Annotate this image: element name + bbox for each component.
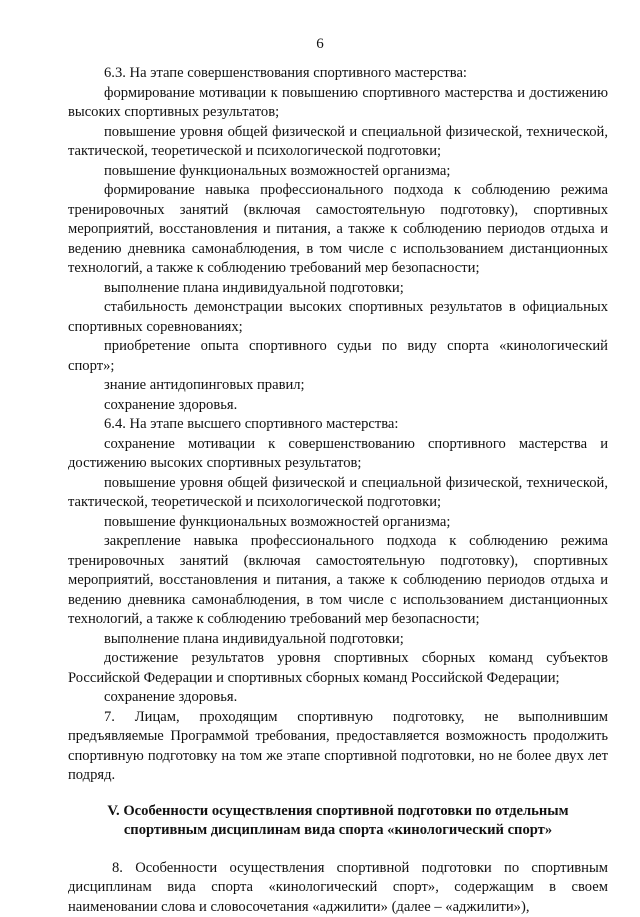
section-v-heading-line2: спортивным дисциплинам вида спорта «кинологический спорт»	[68, 821, 608, 841]
section-6-4-item: сохранение мотивации к совершенствованию спортивного мастерства и достижению высоких спортивных результатов;	[68, 435, 608, 474]
section-6-3-item: повышение функциональных возможностей организма;	[68, 162, 608, 182]
section-6-3-item: формирование навыка профессионального подхода к соблюдению режима тренировочных занятий (включая самостоятельную подготовку), спортивных мероприятий, восстановления и питания, а также к соблюдению периодов отдыха и ведению дневника самонаблюдения, в том числе с использованием дистанционных технологий, а также к соблюдению требований мер безопасности;	[68, 181, 608, 279]
paragraph-8: 8. Особенности осуществления спортивной подготовки по спортивным дисциплинам вида спорта «кинологический спорт», содержащим в своем наименовании слова и словосочетания «аджилити» (далее – «аджилити»),	[68, 859, 608, 917]
section-6-4-title: 6.4. На этапе высшего спортивного мастерства:	[68, 415, 608, 435]
section-v-heading-line1: V. Особенности осуществления спортивной подготовки по отдельным	[68, 802, 608, 822]
section-6-3-item: выполнение плана индивидуальной подготовки;	[68, 279, 608, 299]
section-6-3-item: стабильность демонстрации высоких спортивных результатов в официальных спортивных соревнованиях;	[68, 298, 608, 337]
section-v-heading	[68, 802, 608, 841]
section-6-3-item: знание антидопинговых правил;	[68, 376, 608, 396]
section-6-4-item: сохранение здоровья.	[68, 688, 608, 708]
section-6-4-item: повышение уровня общей физической и специальной физической, технической, тактической, теоретической и психологической подготовки;	[68, 474, 608, 513]
section-6-3-item: формирование мотивации к повышению спортивного мастерства и достижению высоких спортивных результатов;	[68, 84, 608, 123]
section-6-4-item: достижение результатов уровня спортивных сборных команд субъектов Российской Федерации и спортивных сборных команд Российской Федерации;	[68, 649, 608, 688]
document-body	[68, 64, 608, 917]
section-6-4-item: выполнение плана индивидуальной подготовки;	[68, 630, 608, 650]
section-6-3-title: 6.3. На этапе совершенствования спортивного мастерства:	[68, 64, 608, 84]
section-6-4-item: повышение функциональных возможностей организма;	[68, 513, 608, 533]
section-6-3-item: повышение уровня общей физической и специальной физической, технической, тактической, теоретической и психологической подготовки;	[68, 123, 608, 162]
page-number: 6	[0, 36, 640, 53]
section-6-3-item: сохранение здоровья.	[68, 396, 608, 416]
section-6-3-item: приобретение опыта спортивного судьи по виду спорта «кинологический спорт»;	[68, 337, 608, 376]
section-6-4-item: закрепление навыка профессионального подхода к соблюдению режима тренировочных занятий (включая самостоятельную подготовку), спортивных мероприятий, восстановления и питания, а также к соблюдению периодов отдыха и ведению дневника самонаблюдения, в том числе с использованием дистанционных технологий, а также к соблюдению требований мер безопасности;	[68, 532, 608, 630]
paragraph-7: 7. Лицам, проходящим спортивную подготовку, не выполнившим предъявляемые Программой требования, предоставляется возможность продолжить спортивную подготовку на том же этапе спортивной подготовки, но не более двух лет подряд.	[68, 708, 608, 786]
